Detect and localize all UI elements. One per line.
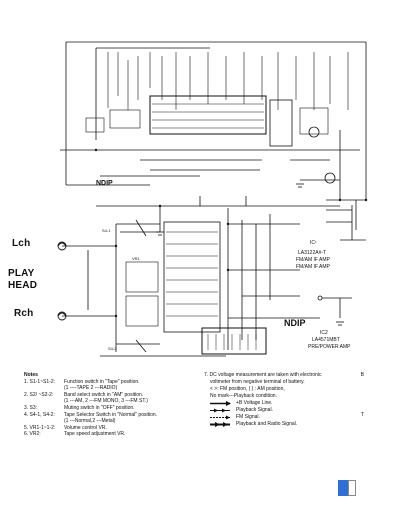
- legend-item-playback: [204, 407, 354, 414]
- playback-radio-signal-icon: [210, 422, 232, 427]
- ic2-name: IC2: [320, 330, 328, 336]
- legend-item-dc-voltage: [204, 400, 354, 407]
- rch-label: Rch: [14, 308, 34, 319]
- legend-item-fm: [204, 414, 354, 421]
- note-right-line: < >: FM position, ( ) : AM position,: [210, 386, 285, 392]
- s4-2-label: S4-2: [108, 346, 117, 351]
- ndip-top-label: NDIP: [96, 180, 113, 187]
- page-view-left[interactable]: [338, 480, 348, 496]
- fm-signal-icon: [210, 415, 232, 420]
- note-text: Tape speed adjustment VR.: [64, 431, 126, 438]
- note-key: 6. VR2:: [24, 431, 41, 438]
- note-key: 5. VR1-1~1-2:: [24, 424, 56, 431]
- head-label: HEAD: [8, 280, 38, 291]
- note-text: Tape Selector Switch in "Normal" position.: [64, 411, 158, 418]
- page-view-right[interactable]: [348, 480, 356, 496]
- legend-text: Playback Signal.: [236, 407, 273, 413]
- ic1-name: IC¹: [310, 240, 317, 246]
- page-ref-b: B: [360, 372, 364, 378]
- legend-text: FM Signal.: [236, 414, 260, 420]
- note-right-line: 7. DC voltage measurement are taken with electronic: [204, 372, 322, 378]
- ic1-desc-1: FM/AM IF AMP: [296, 257, 330, 263]
- playback-signal-icon: [210, 408, 232, 413]
- note-text: (1 ---Normal,2 ---Metal): [64, 418, 116, 425]
- ndip-bottom-label: NDIP: [284, 318, 306, 328]
- ic1-desc-2: FM/AM IF AMP: [296, 264, 330, 270]
- note-text: (1 ----TAPE 2 ---RADIO): [64, 385, 118, 392]
- notes-right-section: [204, 372, 354, 428]
- note-text: Volume control VR.: [64, 424, 107, 431]
- page-ref-t: T: [360, 412, 364, 418]
- note-right-line: voltmeter from negative terminal of battery.: [210, 379, 305, 385]
- note-right-line: No mark---Playback condition.: [210, 393, 277, 399]
- s4-1-label: S4-1: [102, 228, 111, 233]
- note-text: Muting switch in "OFF" position.: [64, 404, 135, 411]
- play-label: PLAY: [8, 268, 35, 279]
- legend-text: Playback and Radio Signal.: [236, 421, 298, 427]
- notes-title: Notes: [24, 372, 38, 378]
- dc-voltage-line-icon: [210, 401, 232, 406]
- note-text: (1 ---AM, 2 ---FM MONO, 3 ---FM ST.): [64, 398, 148, 405]
- note-text: Function switch in "Tape" position.: [64, 378, 140, 385]
- legend-text: +B Voltage Line.: [236, 400, 273, 406]
- note-text: Band select switch in "AM" position.: [64, 391, 144, 398]
- legend-item-playback-radio: [204, 421, 354, 428]
- page-view-toggle[interactable]: [338, 480, 356, 498]
- ic1-part: LA3122A#-T: [298, 250, 327, 256]
- ic2-part: LA4571MBT: [312, 337, 340, 343]
- note-key: 2. S2/ ~S2-2:: [24, 391, 54, 398]
- note-key: 3. S3:: [24, 404, 38, 411]
- ic2-desc: PRE/POWER AMP: [308, 344, 351, 350]
- lch-label: Lch: [12, 238, 31, 249]
- vr1-label: VR1: [132, 256, 140, 261]
- note-key: 1. S1-1~S1-2:: [24, 378, 55, 385]
- note-key: 4. S4-1, S4-2:: [24, 411, 55, 418]
